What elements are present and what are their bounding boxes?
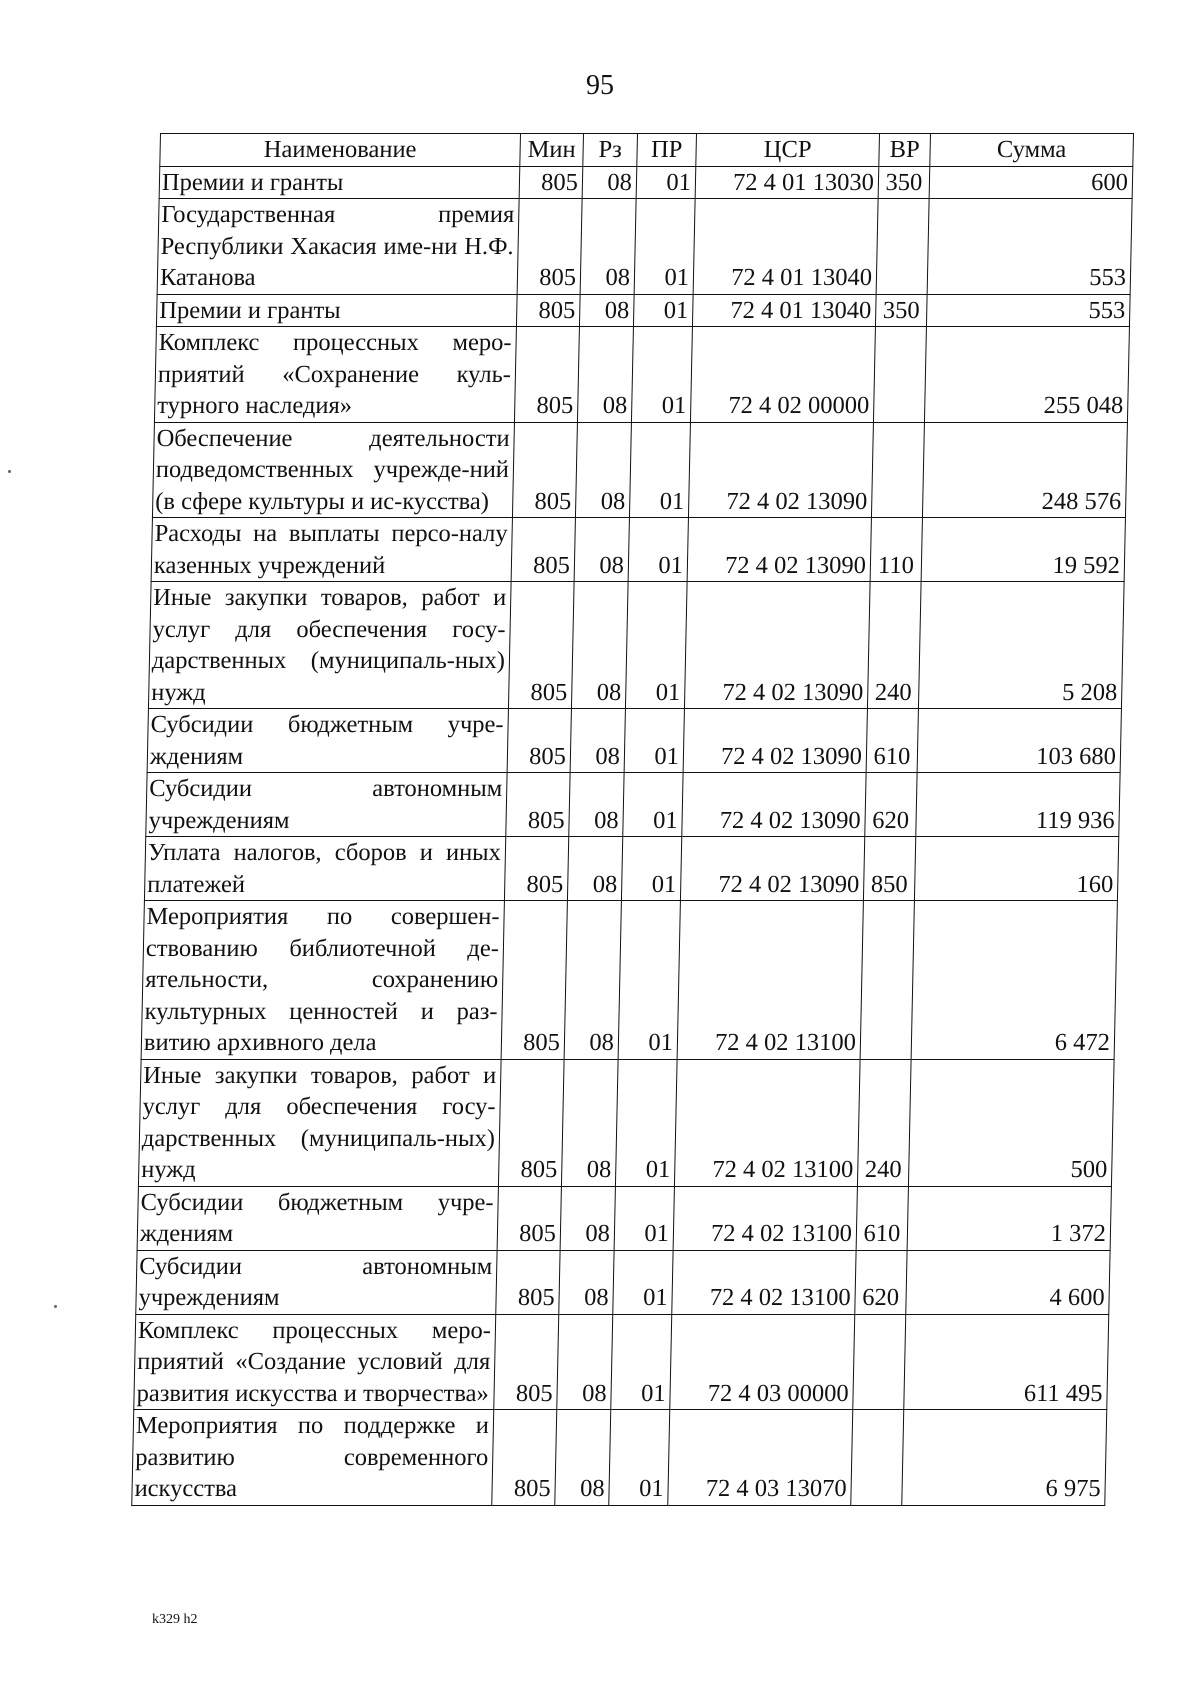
row-sum: 103 680 (917, 709, 1121, 773)
row-vr (851, 1410, 904, 1506)
margin-speck (8, 470, 11, 473)
row-pr: 01 (609, 1410, 670, 1506)
row-pr: 01 (628, 518, 688, 582)
row-pr: 01 (634, 199, 695, 295)
row-name: Уплата налогов, сборов и иных платежей (144, 837, 505, 901)
row-rz: 08 (579, 294, 634, 327)
table-header-row (160, 134, 1134, 167)
row-rz: 08 (559, 1250, 614, 1314)
row-rz: 08 (582, 166, 637, 199)
row-vr: 620 (855, 1250, 907, 1314)
row-name: Мероприятия по совершен-ствованию библиотечной де-ятельности, сохранению культурных ценностей и раз-витию архивного дела (141, 901, 504, 1060)
table-row (152, 422, 1127, 518)
row-vr: 620 (865, 773, 917, 837)
row-min: 805 (504, 837, 568, 901)
row-sum: 600 (929, 166, 1133, 199)
row-csr: 72 4 03 13070 (668, 1410, 853, 1506)
row-vr (876, 199, 929, 295)
table-row (147, 709, 1121, 773)
row-min: 805 (496, 1250, 560, 1314)
row-csr: 72 4 02 13100 (674, 1059, 860, 1186)
table-body (132, 166, 1133, 1505)
table-row (144, 837, 1118, 901)
row-sum: 19 592 (921, 518, 1125, 582)
row-name: Премии и гранты (159, 166, 520, 199)
row-name: Субсидии автономным учреждениям (146, 773, 507, 837)
row-pr: 01 (613, 1250, 673, 1314)
row-csr: 72 4 02 13100 (672, 1250, 856, 1314)
row-pr: 01 (621, 837, 681, 901)
row-csr: 72 4 02 00000 (690, 327, 875, 423)
row-min: 805 (517, 199, 582, 295)
header-csr: ЦСР (696, 134, 880, 167)
table-row (159, 166, 1133, 199)
row-rz: 08 (561, 1059, 618, 1186)
row-rz: 08 (577, 327, 633, 423)
row-vr: 240 (867, 582, 921, 709)
budget-table (131, 133, 1134, 1506)
row-sum: 611 495 (904, 1314, 1109, 1410)
row-min: 805 (492, 1410, 557, 1506)
row-vr: 610 (856, 1186, 908, 1250)
row-rz: 08 (571, 582, 628, 709)
margin-speck (54, 1305, 57, 1308)
row-pr: 01 (624, 709, 684, 773)
row-pr: 01 (623, 773, 683, 837)
row-rz: 08 (555, 1410, 611, 1506)
table-row (157, 199, 1132, 295)
row-name: Субсидии бюджетным учре-ждениям (137, 1186, 498, 1250)
row-pr: 01 (631, 327, 692, 423)
table-row (146, 773, 1120, 837)
row-min: 805 (511, 518, 575, 582)
row-vr (873, 327, 926, 423)
table-row (156, 294, 1130, 327)
row-vr: 350 (878, 166, 930, 199)
header-pr: ПР (637, 134, 697, 167)
row-min: 805 (494, 1314, 559, 1410)
row-pr: 01 (611, 1314, 672, 1410)
row-rz: 08 (569, 773, 624, 837)
table-row (138, 1059, 1114, 1186)
table-row (137, 1186, 1111, 1250)
row-pr: 01 (614, 1186, 674, 1250)
row-sum: 553 (927, 199, 1132, 295)
header-vr: ВР (879, 134, 931, 167)
header-rz: Рз (583, 134, 638, 167)
row-csr: 72 4 02 13090 (680, 837, 864, 901)
row-rz: 08 (567, 837, 622, 901)
row-sum: 248 576 (922, 422, 1127, 518)
row-name: Премии и гранты (156, 294, 517, 327)
row-pr: 01 (618, 901, 680, 1060)
row-min: 805 (498, 1059, 564, 1186)
row-vr (871, 422, 924, 518)
row-csr: 72 4 02 13090 (687, 518, 871, 582)
row-csr: 72 4 02 13090 (688, 422, 873, 518)
row-csr: 72 4 02 13090 (682, 773, 866, 837)
row-name: Иные закупки товаров, работ и услуг для обеспечения госу-дарственных (муниципаль-ных) нужд (148, 582, 511, 709)
table-row (154, 327, 1129, 423)
row-sum: 6 472 (911, 901, 1117, 1060)
row-min: 805 (514, 327, 579, 423)
row-name: Комплекс процессных меро-приятий «Сохранение куль-турного наследия» (154, 327, 516, 423)
row-rz: 08 (575, 422, 631, 518)
row-csr: 72 4 03 00000 (670, 1314, 855, 1410)
row-sum: 4 600 (906, 1250, 1110, 1314)
row-sum: 1 372 (907, 1186, 1111, 1250)
row-min: 805 (506, 773, 570, 837)
table-row (134, 1314, 1109, 1410)
row-csr: 72 4 02 13090 (683, 709, 867, 773)
table-row (151, 518, 1125, 582)
row-name: Расходы на выплаты персо-налу казенных учреждений (151, 518, 512, 582)
row-name: Комплекс процессных меро-приятий «Создание условий для развития искусства и творчества» (134, 1314, 496, 1410)
row-min: 805 (497, 1186, 561, 1250)
table-row (148, 582, 1124, 709)
row-vr: 110 (870, 518, 922, 582)
footer-document-code: k329 h2 (152, 1612, 198, 1627)
row-csr: 72 4 02 13100 (673, 1186, 857, 1250)
row-name: Иные закупки товаров, работ и услуг для обеспечения госу-дарственных (муниципаль-ных) нужд (138, 1059, 501, 1186)
row-rz: 08 (560, 1186, 615, 1250)
row-vr (860, 901, 914, 1060)
row-pr: 01 (615, 1059, 677, 1186)
row-sum: 160 (914, 837, 1118, 901)
row-rz: 08 (570, 709, 625, 773)
row-vr: 850 (863, 837, 915, 901)
row-sum: 500 (908, 1059, 1114, 1186)
row-min: 805 (501, 901, 567, 1060)
row-vr: 610 (866, 709, 918, 773)
row-csr: 72 4 02 13090 (684, 582, 870, 709)
table-row (136, 1250, 1110, 1314)
row-sum: 5 208 (918, 582, 1124, 709)
row-csr: 72 4 01 13040 (692, 294, 876, 327)
row-rz: 08 (574, 518, 629, 582)
header-min: Мин (520, 134, 584, 167)
row-csr: 72 4 01 13040 (693, 199, 878, 295)
row-pr: 01 (625, 582, 687, 709)
page-number: 95 (586, 70, 614, 101)
row-min: 805 (516, 294, 580, 327)
row-csr: 72 4 02 13100 (677, 901, 863, 1060)
row-min: 805 (512, 422, 577, 518)
row-sum: 553 (926, 294, 1130, 327)
row-csr: 72 4 01 13030 (695, 166, 879, 199)
header-sum: Сумма (930, 134, 1134, 167)
row-min: 805 (508, 582, 574, 709)
row-rz: 08 (580, 199, 636, 295)
row-pr: 01 (636, 166, 696, 199)
row-sum: 255 048 (924, 327, 1129, 423)
row-rz: 08 (564, 901, 621, 1060)
row-sum: 119 936 (916, 773, 1120, 837)
header-name: Наименование (160, 134, 521, 167)
row-sum: 6 975 (902, 1410, 1107, 1506)
row-pr: 01 (629, 422, 690, 518)
table-row (132, 1410, 1107, 1506)
row-name: Субсидии бюджетным учре-ждениям (147, 709, 508, 773)
row-name: Субсидии автономным учреждениям (136, 1250, 497, 1314)
row-min: 805 (519, 166, 583, 199)
row-name: Обеспечение деятельности подведомственных учрежде-ний (в сфере культуры и ис-кусства) (152, 422, 514, 518)
row-rz: 08 (557, 1314, 613, 1410)
row-min: 805 (507, 709, 571, 773)
row-vr: 350 (875, 294, 927, 327)
table-row (141, 901, 1117, 1060)
row-vr (853, 1314, 906, 1410)
row-pr: 01 (633, 294, 693, 327)
row-name: Государственная премия Республики Хакасия име-ни Н.Ф. Катанова (157, 199, 519, 295)
row-vr: 240 (857, 1059, 911, 1186)
row-name: Мероприятия по поддержке и развитию современного искусства (132, 1410, 494, 1506)
